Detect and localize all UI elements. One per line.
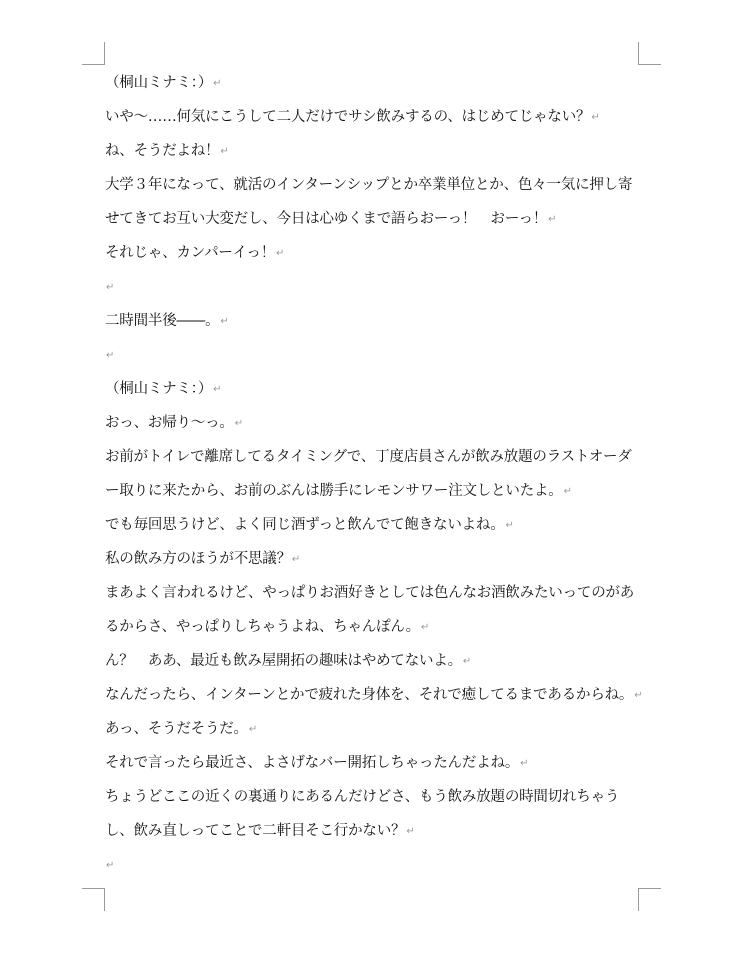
line-text: でも毎回思うけど、よく同じ酒ずっと飲んでて飽きないよね。 xyxy=(105,517,505,533)
crop-mark-bottom-right xyxy=(638,888,661,911)
line-text: それで言ったら最近さ、よさげなバー開拓しちゃったんだよね。 xyxy=(105,755,520,771)
paragraph-mark-icon: ↵ xyxy=(220,316,229,327)
line-text: ー取りに来たから、お前のぶんは勝手にレモンサワー注文しといたよ。 xyxy=(105,483,563,499)
paragraph-mark-icon: ↵ xyxy=(106,860,115,871)
text-line[interactable] xyxy=(105,784,645,818)
paragraph-mark-icon: ↵ xyxy=(548,214,557,225)
paragraph-mark-icon: ↵ xyxy=(634,690,643,701)
text-line[interactable] xyxy=(105,240,645,274)
paragraph-mark-icon: ↵ xyxy=(505,520,514,531)
line-text: せてきてお互い大変だし、今日は心ゆくまで語らおーっ！ おーっ！ xyxy=(105,211,548,227)
text-line[interactable] xyxy=(105,546,645,580)
paragraph-mark-icon: ↵ xyxy=(420,622,430,633)
text-line[interactable] xyxy=(105,580,645,614)
text-line[interactable] xyxy=(105,444,645,478)
line-text: ちょうどここの近くの裏通りにあるんだけどさ、もう飲み放題の時間切れちゃう xyxy=(105,789,620,805)
empty-line[interactable] xyxy=(105,342,645,376)
paragraph-mark-icon: ↵ xyxy=(291,554,301,565)
line-text: あっ、そうだそうだ。 xyxy=(105,721,248,737)
line-text: （桐山ミナミ：） xyxy=(105,381,213,397)
line-text: 二時間半後――。 xyxy=(105,313,220,329)
crop-mark-top-left xyxy=(82,42,105,65)
line-text: 私の飲み方のほうが不思議？ xyxy=(105,551,291,567)
text-line[interactable] xyxy=(105,716,645,750)
line-text: ね、そうだよね！ xyxy=(105,143,220,159)
crop-mark-bottom-left xyxy=(82,888,105,911)
line-text: （桐山ミナミ：） xyxy=(105,75,213,91)
text-line[interactable] xyxy=(105,104,645,138)
text-line[interactable] xyxy=(105,512,645,546)
line-text: それじゃ、カンパーイっ！ xyxy=(105,245,276,261)
text-line[interactable] xyxy=(105,478,645,512)
line-text: いや〜……何気にこうして二人だけでサシ飲みするの、はじめてじゃない？ xyxy=(105,109,591,125)
text-line[interactable] xyxy=(105,818,645,852)
text-line[interactable] xyxy=(105,172,645,206)
paragraph-mark-icon: ↵ xyxy=(213,78,222,89)
line-text: るからさ、やっぱりしちゃうよね、ちゃんぽん。 xyxy=(105,619,420,635)
paragraph-mark-icon: ↵ xyxy=(462,656,472,667)
text-line[interactable] xyxy=(105,410,645,444)
text-line[interactable] xyxy=(105,138,645,172)
line-text: し、飲み直しってことで二軒目そこ行かない？ xyxy=(105,823,406,839)
paragraph-mark-icon: ↵ xyxy=(248,724,258,735)
line-text: ん？ ああ、最近も飲み屋開拓の趣味はやめてないよ。 xyxy=(105,653,462,669)
text-line[interactable] xyxy=(105,308,645,342)
paragraph-mark-icon: ↵ xyxy=(276,248,285,259)
paragraph-mark-icon: ↵ xyxy=(106,350,115,361)
empty-line[interactable] xyxy=(105,852,645,886)
line-text: お前がトイレで離席してるタイミングで、丁度店員さんが飲み放題のラストオーダ xyxy=(105,449,632,465)
paragraph-mark-icon: ↵ xyxy=(520,758,529,769)
line-text: まあよく言われるけど、やっぱりお酒好きとしては色んなお酒飲みたいってのがあ xyxy=(105,585,635,601)
text-line[interactable] xyxy=(105,682,645,716)
line-text: なんだったら、インターンとかで疲れた身体を、それで癒してるまであるからね。 xyxy=(105,687,634,703)
text-line[interactable] xyxy=(105,750,645,784)
text-line[interactable] xyxy=(105,648,645,682)
paragraph-mark-icon: ↵ xyxy=(563,486,572,497)
empty-line[interactable] xyxy=(105,274,645,308)
paragraph-mark-icon: ↵ xyxy=(406,826,415,837)
text-line[interactable] xyxy=(105,614,645,648)
document-body[interactable] xyxy=(105,70,645,886)
crop-mark-top-right xyxy=(638,42,661,65)
text-line[interactable] xyxy=(105,206,645,240)
paragraph-mark-icon: ↵ xyxy=(234,418,243,429)
paragraph-mark-icon: ↵ xyxy=(591,112,600,123)
paragraph-mark-icon: ↵ xyxy=(213,384,222,395)
line-text: 大学３年になって、就活のインターンシップとか卒業単位とか、色々一気に押し寄 xyxy=(105,177,633,193)
paragraph-mark-icon: ↵ xyxy=(220,146,229,157)
line-text: おっ、お帰り〜っ。 xyxy=(105,415,234,431)
text-line[interactable] xyxy=(105,70,645,104)
paragraph-mark-icon: ↵ xyxy=(106,282,115,293)
text-line[interactable] xyxy=(105,376,645,410)
